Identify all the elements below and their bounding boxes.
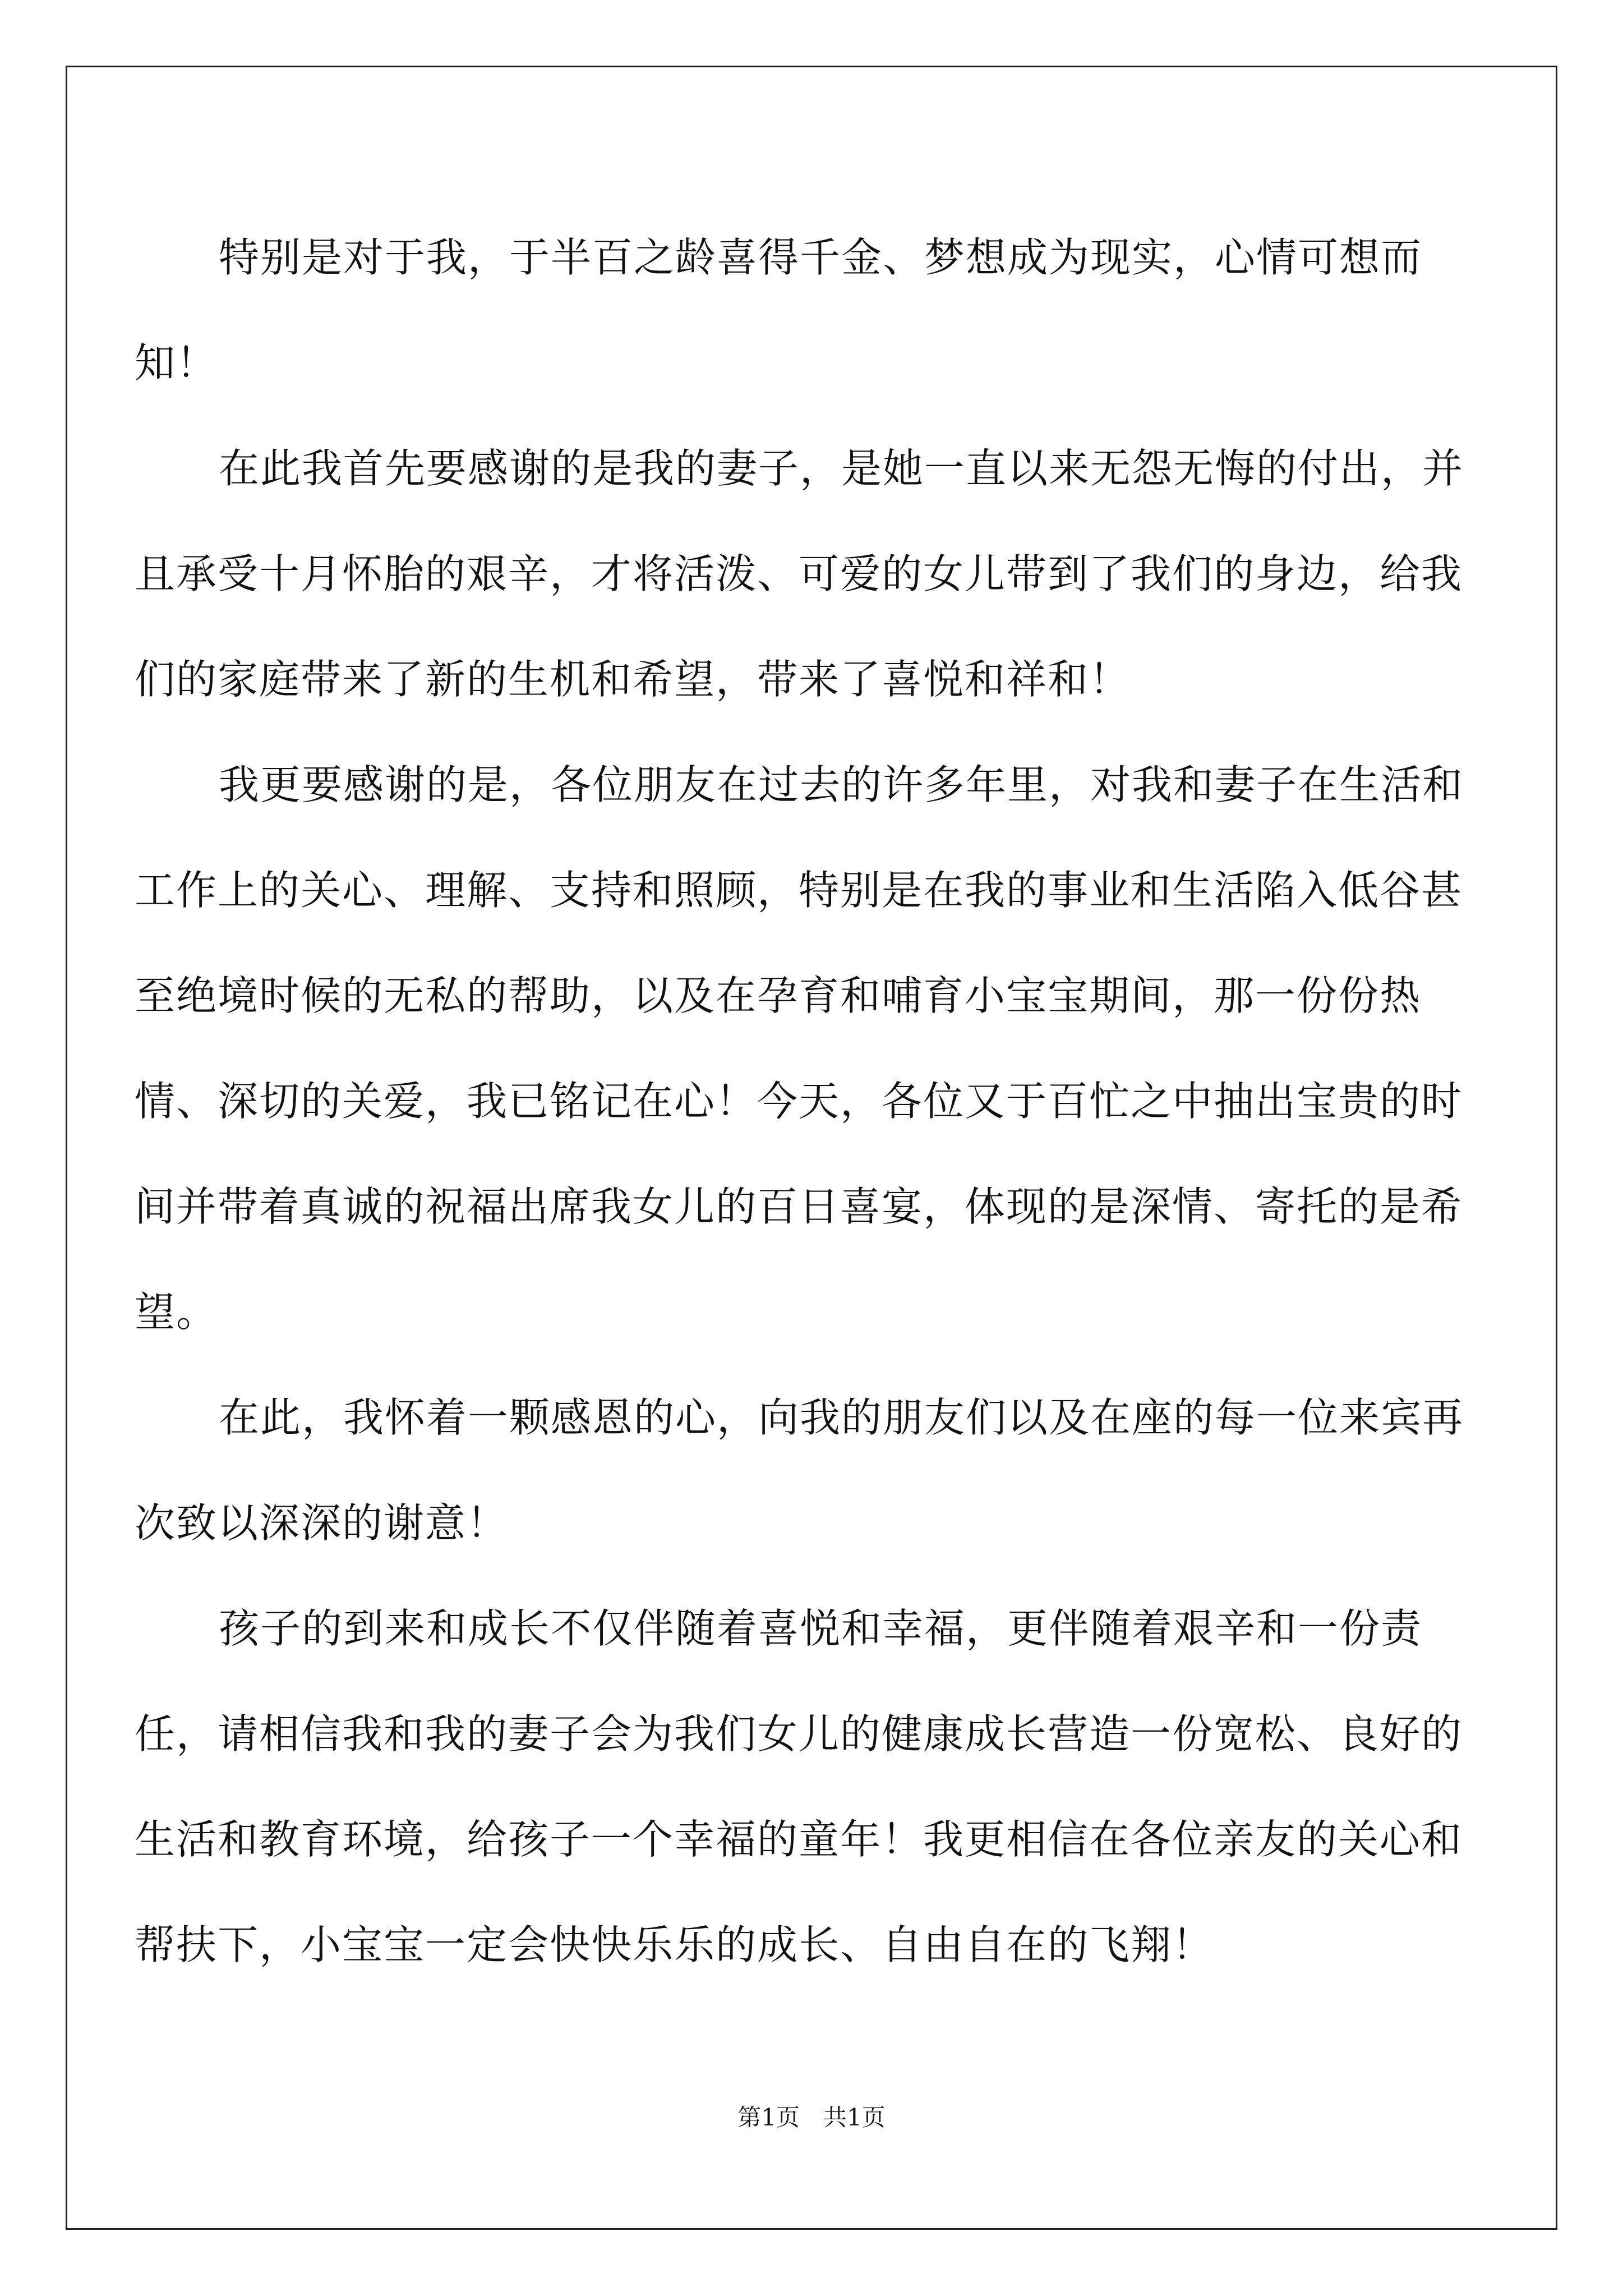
paragraph-1: 特别是对于我，于半百之龄喜得千金、梦想成为现实，心情可想而知！	[135, 234, 1423, 386]
paragraph-3: 我更要感谢的是，各位朋友在过去的许多年里，对我和妻子在生活和工作上的关心、理解、支持和照顾，特别是在我的事业和生活陷入低谷甚至绝境时候的无私的帮助，以及在孕育和哺育小宝宝期间，那一份份热情、深切的关爱，我已铭记在心！今天，各位又于百忙之中抽出宝贵的时间并带着真诚的祝福出席我女儿的百日喜宴，体现的是深情、寄托的是希望。	[135, 761, 1464, 1336]
paragraph-4: 在此，我怀着一颗感恩的心，向我的朋友们以及在座的每一位来宾再次致以深深的谢意！	[135, 1394, 1464, 1547]
paragraph-5: 孩子的到来和成长不仅伴随着喜悦和幸福，更伴随着艰辛和一份责任，请相信我和我的妻子会为我们女儿的健康成长营造一份宽松、良好的生活和教育环境，给孩子一个幸福的童年！我更相信在各位亲友的关心和帮扶下，小宝宝一定会快快乐乐的成长、自由自在的飞翔！	[135, 1605, 1463, 1968]
paragraph-2: 在此我首先要感谢的是我的妻子，是她一直以来无怨无悔的付出，并且承受十月怀胎的艰辛，才将活泼、可爱的女儿带到了我们的身边，给我们的家庭带来了新的生机和希望，带来了喜悦和祥和！	[135, 445, 1464, 703]
document-body	[135, 205, 1481, 1998]
page-footer: 第1页 共1页	[737, 2104, 886, 2131]
